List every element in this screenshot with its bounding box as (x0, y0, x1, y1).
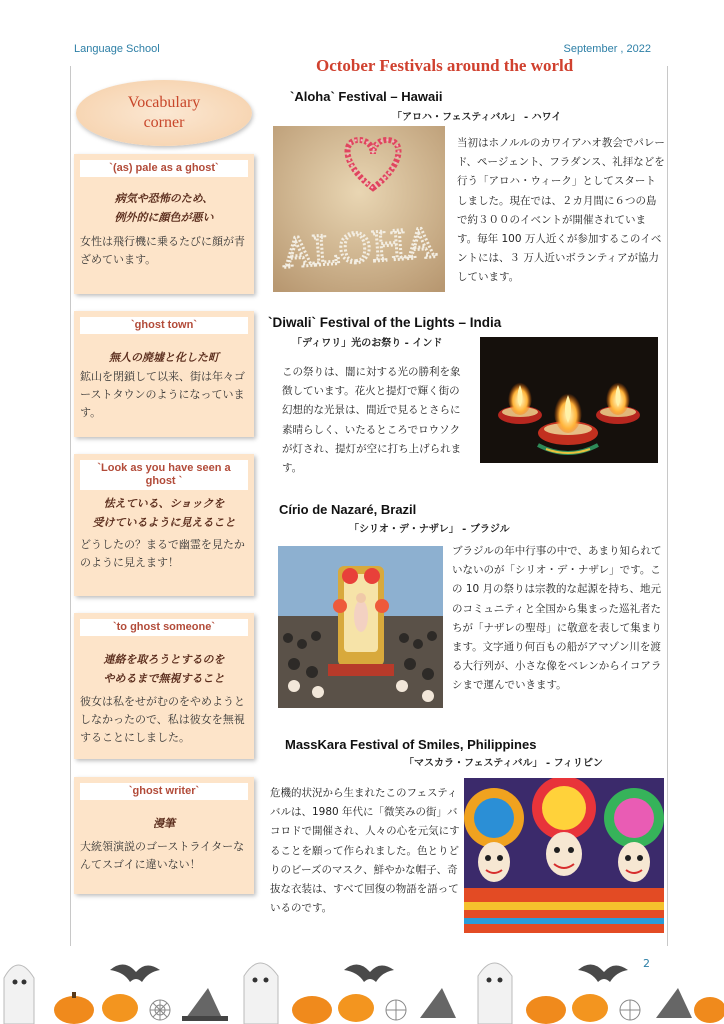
aloha-text: 当初はホノルルのカワイアハオ教会でパレード、ページェント、フラダンス、礼拝などを行う「アロハ・ウィーク」としてスタートしました。現在では、２カ月間に６つの島で約３００のイベントが開催されています。毎年 100 万人近くが参加するこのイベントには、３ 万人近いボランティアが協力しています。 (457, 137, 665, 284)
diwali-title: `Diwali` Festival of the Lights – India (268, 315, 502, 330)
column-divider-right (667, 66, 668, 946)
pumpkin-icon (54, 992, 138, 1024)
issue-date: September , 2022 (563, 43, 651, 55)
bat-icon (110, 964, 160, 982)
masskara-subtitle: 「マスカラ・フェスティバル」 - フィリピン (404, 758, 603, 769)
ghost-icon (244, 963, 278, 1024)
school-name: Language School (74, 43, 160, 55)
column-divider-left (70, 66, 71, 946)
ghost-icon (478, 963, 512, 1024)
cirio-text: ブラジルの年中行事の中で、あまり知られていないのが「シリオ・デ・ナザレ」です。この 10 月の祭りは宗教的な起源を持ち、地元のコミュニティと全国から集まった巡礼者たちが「ナザレの聖母」に敬意を表して集まります。文字通り何百もの船がアマゾン川を渡る大行列が、小さな像をベレンからイコアラシまで運んでいきます。 (452, 545, 662, 692)
vocab-card-pale-as-a-ghost (74, 154, 254, 294)
masskara-title: MassKara Festival of Smiles, Philippines (285, 737, 537, 752)
vocab-term: `ghost town` (80, 317, 248, 334)
cirio-subtitle: 「シリオ・デ・ナザレ」 - ブラジル (349, 524, 510, 535)
diwali-photo (480, 337, 658, 463)
vocab-term: `to ghost someone` (80, 619, 248, 636)
ghost-icon (4, 965, 34, 1024)
vocab-definition: 連絡を取ろうとするのを やめるまで無視すること (103, 653, 225, 685)
vocab-card-to-ghost-someone (74, 613, 254, 759)
vocabulary-corner-badge (76, 80, 252, 146)
aloha-title: `Aloha` Festival – Hawaii (290, 89, 443, 104)
vocab-example: 大統領演説のゴーストライターなんてスゴイに違いない！ (80, 840, 245, 871)
halloween-border (0, 948, 724, 1024)
aloha-shell-letters: ALOHA (281, 220, 437, 278)
witch-hat-icon (182, 988, 228, 1021)
cirio-photo (278, 546, 443, 708)
vocab-term: `Look as you have seen a ghost ` (80, 460, 248, 490)
masskara-text: 危機的状況から生まれたこのフェスティバルは、1980 年代に「微笑みの街」バコロドで開催され、人々の心を元気にすることを願って作られました。色とりどりのビーズのマスク、鮮やかな帽子、奇抜な衣装は、すべて回復の物語を語っているのです。 (270, 787, 460, 915)
vocab-example: どうしたの？まるで幽霊を見たかのように見えます！ (80, 538, 245, 569)
vocab-definition: 怯えている、ショックを 受けているように見えること (92, 497, 236, 529)
diwali-subtitle: 「ディワリ」光のお祭り - インド (292, 338, 443, 349)
vocab-definition: 無人の廃墟と化した町 (109, 351, 219, 364)
vocab-definition: 漫筆 (153, 817, 175, 830)
page-number: 2 (643, 957, 650, 970)
page-title: October Festivals around the world (316, 56, 574, 75)
diwali-text: この祭りは、闇に対する光の勝利を象徴しています。花火と提灯で輝く街の幻想的な光景は、間近で見るとさらに素晴らしく、いたるところでロウソクが灯され、提灯が空に打ち上げられます。 (282, 366, 462, 475)
masskara-photo (464, 778, 664, 933)
spider-web-icon (150, 1000, 170, 1020)
vocab-card-ghost-town (74, 311, 254, 437)
aloha-photo (273, 126, 445, 292)
vocab-oval-line-1: Vocabulary (127, 94, 201, 111)
vocab-definition: 病気や恐怖のため、 例外的に顔色が悪い (114, 192, 214, 224)
vocab-card-ghost-writer (74, 777, 254, 894)
vocab-term: `ghost writer` (80, 783, 248, 800)
bat-icon (344, 964, 394, 982)
cirio-title: Círio de Nazaré, Brazil (279, 502, 417, 517)
aloha-subtitle: 「アロハ・フェスティバル」 - ハワイ (392, 112, 562, 123)
vocab-example: 女性は飛行機に乗るたびに顔が青ざめています。 (80, 235, 245, 266)
vocab-example: 鉱山を閉鎖して以来、街は年々ゴーストタウンのようになっています。 (80, 370, 245, 419)
vocab-oval-line-2: corner (143, 114, 185, 131)
vocab-example: 彼女は私をせがむのをやめようとしなかったので、私は彼女を無視することにしました。 (80, 695, 245, 744)
vocab-term: `(as) pale as a ghost` (80, 160, 248, 177)
vocab-card-look-as-seen-ghost (74, 454, 254, 596)
